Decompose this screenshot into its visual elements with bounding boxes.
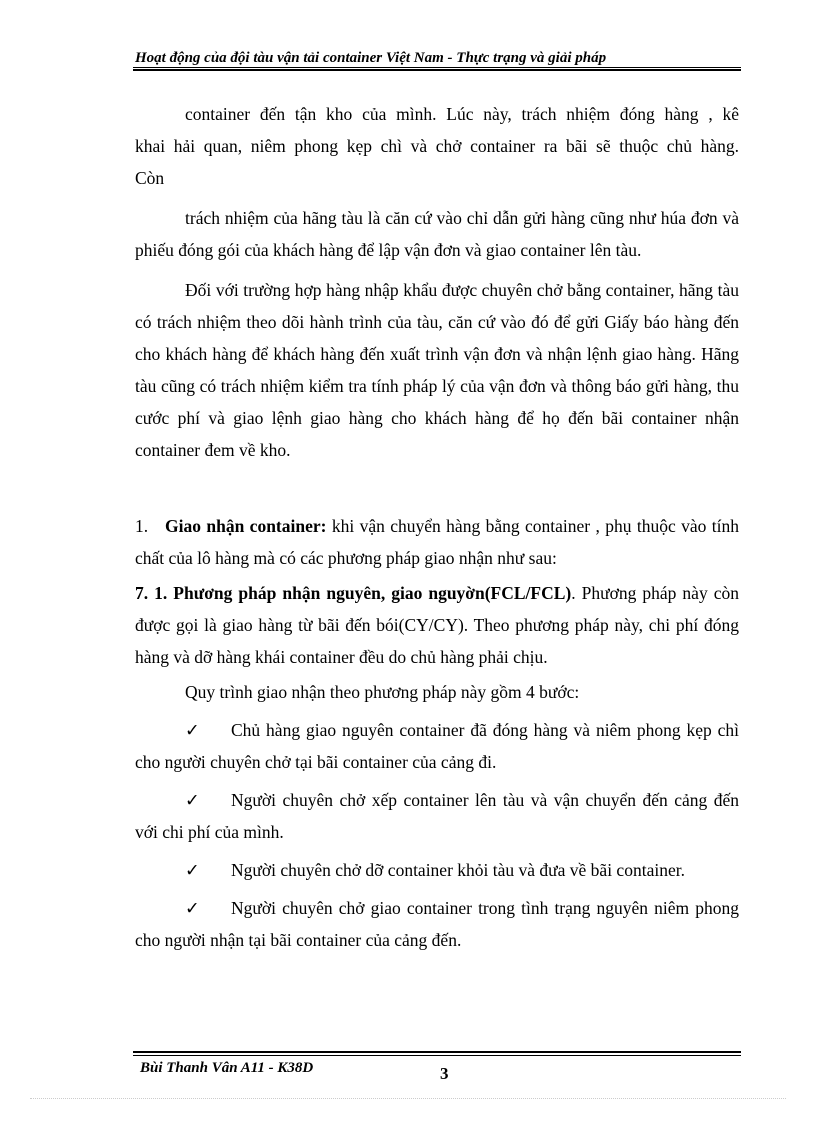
paragraph-1-line-3: Còn [135,168,165,188]
check-mark-icon: ✓ [185,898,200,918]
section-1 [135,510,739,574]
check-mark-icon: ✓ [185,790,200,810]
footer-rule-thick [133,1051,741,1053]
step-4 [135,892,739,956]
section-1-heading: Giao nhận container: [165,516,327,536]
footer-rule-thin [133,1055,741,1056]
page-number: 3 [440,1064,449,1083]
step-1 [135,714,739,778]
step-3 [135,854,739,886]
paragraph-1-end [135,162,739,194]
paragraph-1-line-2: khai hải quan, niêm phong kẹp chì và chở container ra bãi sẽ thuộc chủ hàng. [135,136,739,156]
step-2 [135,784,739,848]
header-rule-thick [133,69,741,71]
section-1-text: khi vận chuyển hàng bằng container , phụ thuộc vào tính chất của lô hàng mà có các phương pháp giao nhận như sau: [135,516,739,568]
step-2-text: Người chuyên chở xếp container lên tàu và vận chuyển đến cảng đến với chi phí của mình. [135,790,739,842]
paragraph-3: Đối với trường hợp hàng nhập khẩu được chuyên chở bằng container, hãng tàu có trách nhiệm theo dõi hành trình của tàu, căn cứ vào đó để gửi Giấy báo hàng đến cho khách hàng để khách hàng đến xuất trình vận đơn và nhận lệnh giao hàng. Hãng tàu cũng có trách nhiệm kiểm tra tính pháp lý của vận đơn và thông báo gửi hàng, thu cước phí và giao lệnh giao hàng cho khách hàng để họ đến bãi container nhận container đem về kho. [135,280,739,460]
document-body [135,98,739,956]
paragraph-1-cont [135,130,739,162]
step-3-text: Người chuyên chở dỡ container khỏi tàu và đưa về bãi container. [231,860,685,880]
page-bottom-divider [30,1098,786,1099]
check-mark-icon: ✓ [185,860,200,880]
check-mark-icon: ✓ [185,720,200,740]
section-2-heading: 7. 1. Phương pháp nhận nguyên, giao nguyờn(FCL/FCL) [135,583,572,603]
section-2-text: . Phương pháp này còn được gọi là giao hàng từ bãi đến bói(CY/CY). Theo phương pháp này, chi phí đóng hàng và dỡ hàng khái container đều do chủ hàng phải chịu. [135,583,739,667]
section-2 [135,577,739,673]
section-2-intro: Quy trình giao nhận theo phương pháp này gồm 4 bước: [185,682,580,702]
header-rule-thin [133,67,741,68]
paragraph-1 [135,98,739,130]
section-1-number: 1. [135,516,149,536]
footer-author: Bùi Thanh Vân A11 - K38D [140,1060,314,1076]
paragraph-2: trách nhiệm của hãng tàu là căn cứ vào chỉ dẫn gửi hàng cũng như húa đơn và phiếu đóng gói của khách hàng để lập vận đơn và giao container lên tàu. [135,208,739,260]
step-1-text: Chủ hàng giao nguyên container đã đóng hàng và niêm phong kẹp chì cho người chuyên chở tại bãi container của cảng đi. [135,720,739,772]
running-header: Hoạt động của đội tàu vận tải container Việt Nam - Thực trạng và giải pháp [135,50,607,66]
step-4-text: Người chuyên chở giao container trong tình trạng nguyên niêm phong cho người nhận tại bãi container của cảng đến. [135,898,739,950]
paragraph-1-line-1: container đến tận kho của mình. Lúc này, trách nhiệm đóng hàng , kê [185,104,739,124]
